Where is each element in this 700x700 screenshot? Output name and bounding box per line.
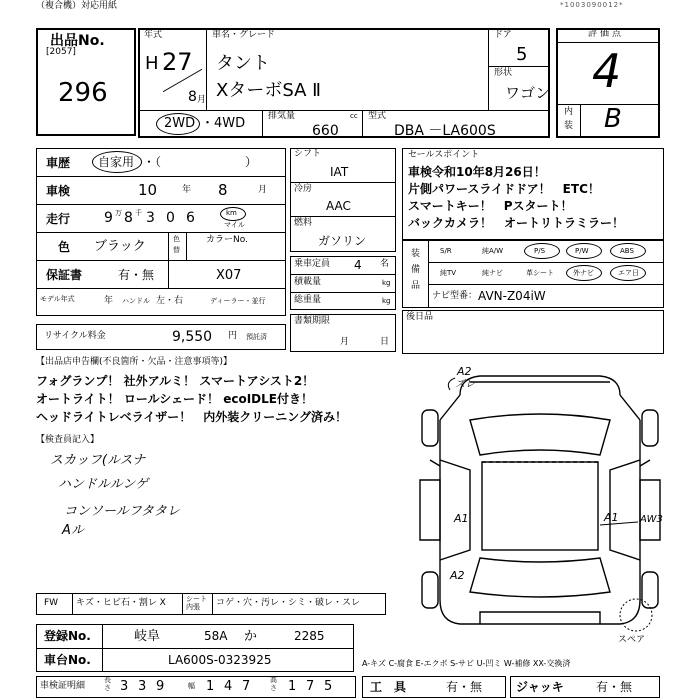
mileage-unit-sen: 千 (135, 209, 142, 217)
notes-line: オートライト！ ロールシェード！ ecoIDLE付き！ (36, 392, 313, 406)
registration-class: 58A (204, 629, 228, 643)
handle-value: 左・右 (156, 296, 184, 306)
sales-line: 片側パワースライドドア！ ETC！ (408, 182, 600, 196)
year-label: 年式 (144, 30, 163, 40)
warranty-label: 保証書 (46, 268, 83, 282)
inspection-month: 8 (218, 181, 228, 199)
mileage-digit: 9 (104, 210, 113, 226)
registration-kana: か (244, 629, 258, 644)
chassis-number: LA600S-0323925 (168, 653, 272, 667)
mile-unit: マイル (224, 221, 245, 229)
lot-number: 296 (58, 78, 108, 108)
certificate-label: 車検証明細 (40, 681, 86, 691)
shape-label: 形状 (494, 68, 513, 78)
equipment-label: 品 (411, 281, 421, 291)
inspector-note: コンソールフタタレ (64, 504, 180, 519)
aftermarket-box (402, 310, 664, 354)
year-era: H (145, 53, 159, 74)
damage-mark: A2 (457, 365, 472, 378)
chassis-label: 車台No. (44, 653, 91, 667)
doc-month: 月 (340, 337, 350, 347)
width-label: 幅 (188, 682, 195, 690)
mileage-unit-man: 万 (115, 209, 122, 217)
damage-mark: AW3 (640, 514, 663, 525)
registration-label: 登録No. (44, 629, 91, 643)
equipment-label: 装 (411, 249, 421, 259)
equip-aw: 純A/W (482, 247, 504, 255)
km-unit: km (226, 209, 237, 217)
lot-label: 出品No. (50, 33, 105, 49)
shift-label: シフト (294, 149, 322, 159)
drive-4wd: 4WD (214, 116, 246, 131)
equip-airbag: エア日 (618, 269, 639, 277)
inspector-note: スカッフ(ルスナ (50, 453, 146, 468)
equip-sr: S/R (440, 247, 452, 255)
recycle-amount: 9,550 (172, 329, 213, 345)
displacement: 660 (312, 123, 339, 139)
equip-navi: 純ナビ (482, 269, 503, 277)
inspection-year-unit: 年 (182, 185, 192, 195)
notes-line: フォグランプ！ 社外アルミ！ スマートアシスト2！ (36, 374, 315, 388)
capacity-unit: 名 (380, 259, 390, 269)
equip-leather: 革シート (526, 269, 554, 277)
spare-label: スペア (618, 635, 646, 645)
floor-items: キズ・ヒビ石・割レ X (76, 598, 166, 608)
car-grade: XターボSA Ⅱ (216, 80, 321, 101)
mileage-digit: 6 (186, 210, 195, 226)
equip-extnavi: 外ナビ (573, 269, 594, 277)
cc-label: 排気量 (268, 111, 296, 121)
door-count: 5 (516, 44, 528, 65)
interior-score: B (604, 104, 622, 134)
width-digit: 4 (224, 679, 233, 694)
handle-label: ハンドル (122, 297, 150, 305)
length-digit: 3 (120, 679, 129, 694)
damage-mark: A1 (454, 512, 469, 525)
navi-model: AVN-Z04iW (478, 289, 546, 303)
capacity-value: 4 (354, 258, 362, 272)
fuel-label: 燃料 (294, 218, 313, 228)
drive-2wd: 2WD (164, 116, 196, 131)
rating-score: 4 (592, 44, 622, 98)
notes-label: 【出品店申告欄(不良箇所・欠品・注意事項等)】 (36, 357, 233, 367)
color-change-label-1: 色 (173, 235, 180, 243)
sales-line: スマートキー！ Pスタート！ (408, 199, 573, 213)
month-unit: 月 (197, 95, 207, 105)
color-no: X07 (216, 268, 242, 283)
gross-unit: kg (382, 297, 391, 305)
doc-day: 日 (380, 337, 390, 347)
inspector-note: Aル (62, 523, 84, 538)
jack-label: ジャッキ (516, 680, 564, 694)
recycle-label: リサイクル料金 (44, 331, 106, 341)
registration-place: 岐阜 (134, 629, 161, 644)
damage-mark: ズレ (455, 379, 475, 390)
barcode-text: *1003090012* (560, 1, 624, 9)
width-digit: 7 (242, 679, 251, 694)
notes-line: ヘッドライトレベライザー！ 内外装クリーニング済み！ (36, 410, 348, 424)
equip-pw: P/W (575, 247, 589, 255)
sales-label: セールスポイント (408, 150, 480, 160)
tools-label: 工 具 (370, 680, 407, 694)
doc-label: 書類期限 (294, 316, 331, 326)
equip-tv: 純TV (440, 269, 457, 277)
warranty-value: 有・無 (118, 268, 155, 282)
length-digit: 9 (156, 679, 165, 694)
tools-value: 有・無 (446, 680, 483, 694)
seat-label: シート 内張 (186, 595, 207, 611)
equip-ps: P/S (534, 247, 546, 255)
load-label: 積載量 (294, 277, 322, 287)
car-damage-diagram (400, 360, 690, 650)
load-unit: kg (382, 279, 391, 287)
inspector-note: ハンドルルンゲ (58, 477, 149, 492)
mileage-label: 走行 (46, 212, 71, 226)
height-digit: 5 (324, 679, 333, 694)
gross-label: 総重量 (294, 295, 322, 305)
sales-line: バックカメラ！ オートリトラミラー！ (408, 216, 625, 230)
dealer-label: ディーラー・並行 (210, 297, 266, 305)
name-label: 車名・グレード (212, 30, 276, 40)
inspection-year: 10 (138, 181, 158, 199)
mileage-digit: 3 (146, 210, 155, 226)
floor-label: FW (44, 598, 59, 608)
history-value: 自家用 (98, 155, 135, 169)
sales-line: 車検令和10年8月26日！ (408, 165, 546, 179)
damage-legend: A-キズ C-腐食 E-エクボ S-サビ U-凹ミ W-補修 XX-交換済 (362, 659, 571, 668)
equipment-label: 備 (411, 265, 421, 275)
height-digit: 1 (288, 679, 297, 694)
recycle-unit: 円 (228, 331, 238, 341)
door-label: ドア (494, 30, 512, 40)
model-label: 型式 (368, 111, 387, 121)
color-value: ブラック (94, 239, 146, 254)
color-change-label-2: 替 (173, 246, 180, 254)
history-rest: ・（ ） (143, 155, 258, 169)
model-code: DBA －LA600S (394, 123, 496, 139)
mileage-digit: 8 (124, 210, 133, 226)
color-label: 色 (58, 240, 71, 254)
capacity-label: 乗車定員 (294, 259, 331, 269)
equip-abs: ABS (620, 247, 634, 255)
cc-unit: cc (350, 112, 358, 120)
body-shape: ワゴン (505, 84, 551, 102)
ac-value: AAC (326, 199, 351, 213)
history-label: 車歴 (46, 156, 71, 170)
recycle-note: 預託済 (246, 333, 267, 341)
color-no-label: カラーNo. (206, 235, 248, 245)
jack-value: 有・無 (596, 680, 633, 694)
width-digit: 1 (206, 679, 215, 694)
model-year-unit: 年 (104, 296, 114, 306)
seat-items: コゲ・穴・汚レ・シミ・破レ・スレ (216, 598, 361, 608)
lot-tag: [2057] (46, 47, 76, 57)
rating-label: 評価点 (588, 29, 625, 39)
damage-mark: A1 (604, 511, 619, 524)
inspector-label: 【検査員記入】 (36, 435, 100, 445)
shift-value: IAT (330, 165, 349, 179)
height-digit: 7 (306, 679, 315, 694)
mileage-digit: 0 (166, 210, 175, 226)
fuel-value: ガソリン (318, 234, 367, 248)
interior-label-1: 内 (564, 107, 574, 117)
aftermarket-label: 後日品 (406, 312, 434, 322)
car-name: タント (216, 53, 270, 74)
year-month: 8 (188, 89, 197, 105)
model-year-label: モデル年式 (40, 295, 75, 303)
length-label: 長 さ (104, 676, 111, 692)
inspection-month-unit: 月 (258, 185, 268, 195)
inspection-label: 車検 (46, 184, 71, 198)
interior-label-2: 装 (564, 121, 574, 131)
year-number: 27 (162, 48, 193, 76)
drive-sep: ・ (201, 116, 215, 131)
length-digit: 3 (138, 679, 147, 694)
lot-box (36, 28, 136, 136)
damage-mark: A2 (450, 569, 465, 582)
ac-label: 冷房 (294, 184, 313, 194)
registration-number: 2285 (294, 629, 325, 643)
height-label: 高 さ (270, 676, 277, 692)
navi-label: ナビ型番： (432, 291, 478, 301)
form-note: （複合機）対応用紙 (36, 1, 118, 11)
